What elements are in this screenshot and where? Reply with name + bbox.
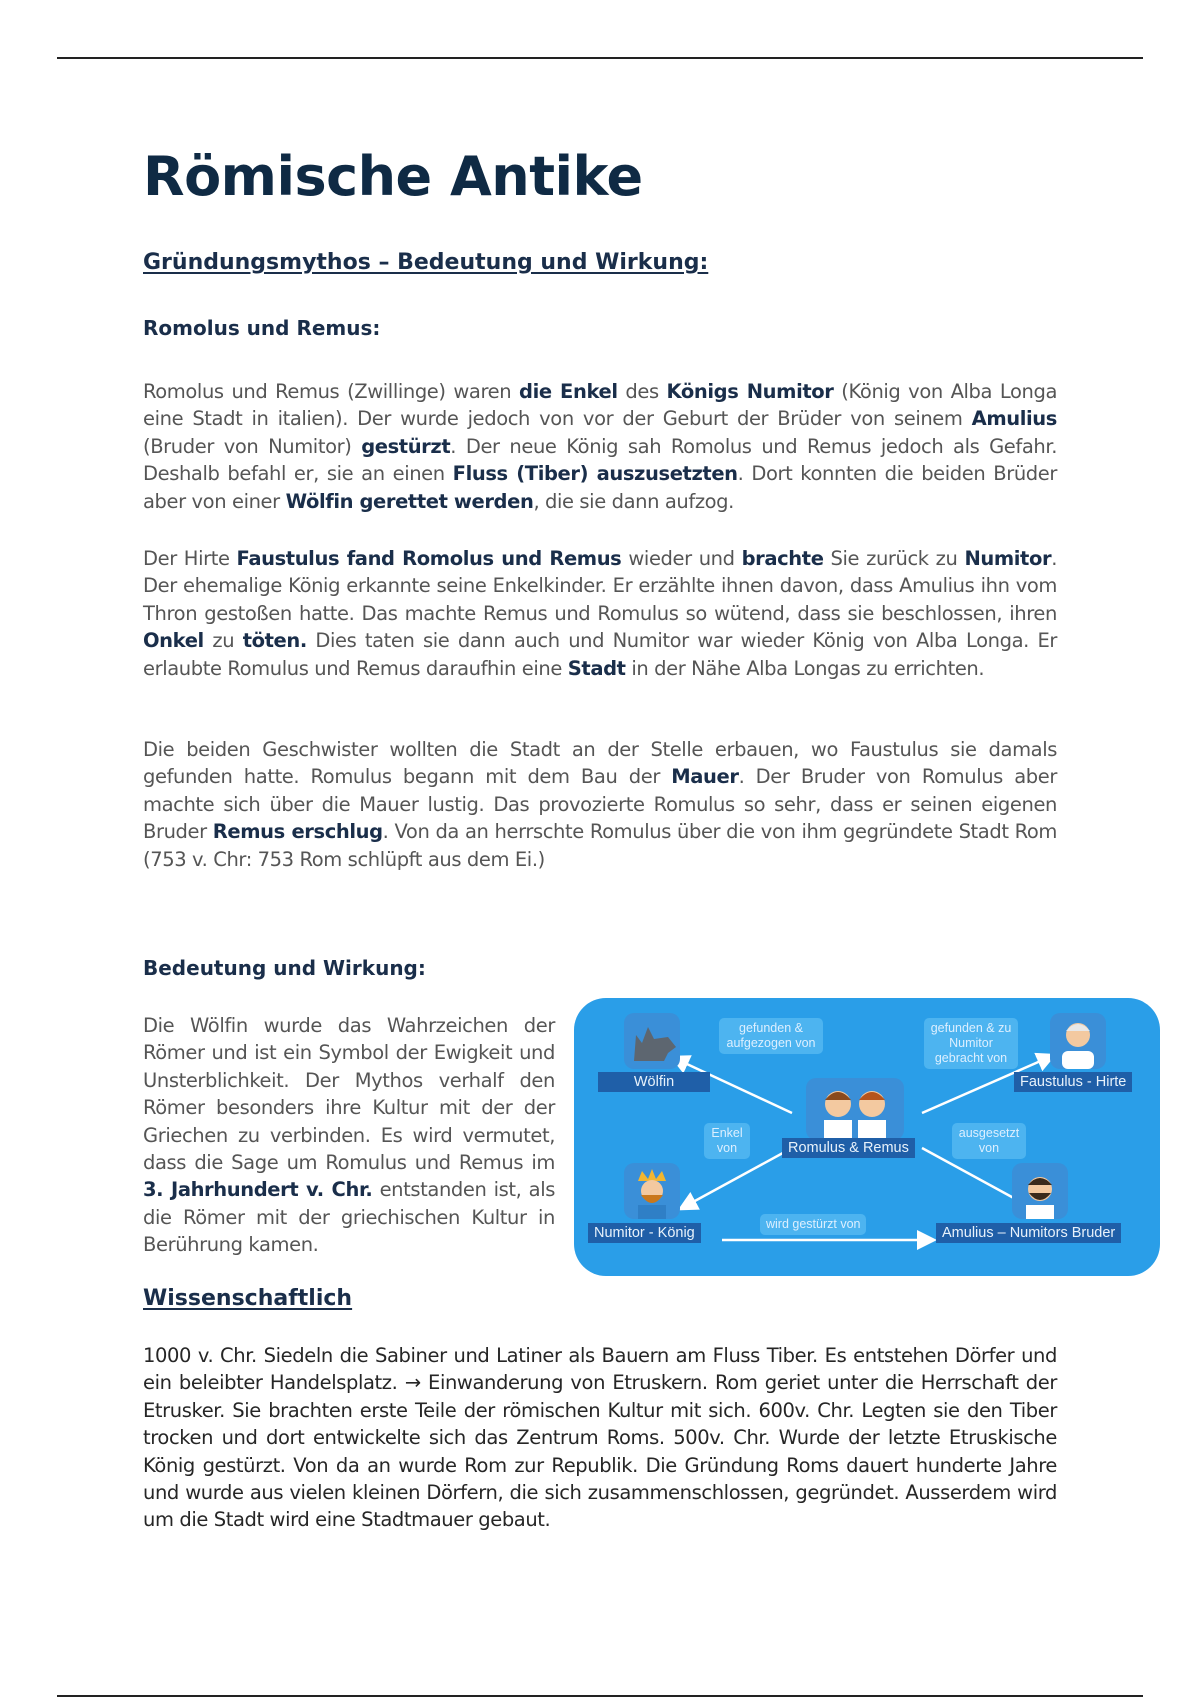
bold-text-run: 3. Jahrhundert v. Chr. bbox=[143, 1178, 373, 1202]
bold-text-run: Mauer bbox=[671, 765, 739, 789]
edge-gefunden-aufgezogen: gefunden & aufgezogen von bbox=[719, 1018, 823, 1054]
text-run: in der Nähe Alba Longas zu errichten. bbox=[625, 656, 985, 680]
king-crown-icon bbox=[624, 1163, 680, 1219]
paragraph-faustulus bbox=[143, 545, 1057, 682]
text-run: entstanden ist, als die Römer mit der griechischen Kultur in Berührung kamen. bbox=[143, 1178, 555, 1257]
text-run: des bbox=[617, 380, 667, 403]
edge-enkel-von: Enkel von bbox=[704, 1123, 750, 1159]
bearded-man-icon bbox=[1012, 1163, 1068, 1219]
family-relationship-diagram bbox=[574, 998, 1160, 1276]
paragraph-wissenschaftlich bbox=[143, 1342, 1057, 1534]
text-run: (König von Alba Longa eine Stadt in italien). Der wurde jedoch von vor der Geburt der Brüder von seinem bbox=[143, 380, 1057, 431]
top-rule bbox=[57, 57, 1143, 59]
text-run: . Der Bruder von Romulus aber machte sich über die Mauer lustig. Das provozierte Romulus so sehr, dass er seinen eigenen Bruder bbox=[143, 765, 1057, 844]
text-run: Die beiden Geschwister wollten die Stadt an der Stelle erbauen, wo Faustulus sie damals gefunden hatte. Romulus begann mit dem Bau der bbox=[143, 738, 1057, 789]
text-run: zu bbox=[203, 629, 243, 653]
bold-text-run: Numitor bbox=[964, 547, 1052, 570]
bold-text-run: die Enkel bbox=[519, 380, 618, 403]
bold-text-run: gestürzt bbox=[361, 434, 451, 458]
text-run: Die Wölfin wurde das Wahrzeichen der Römer und ist ein Symbol der Ewigkeit und Unsterblichkeit. Der Mythos verhalf den Römer besonders ihre Kultur mit der der Griechen zu verbinden. Es wird vermutet, dass die Sage um Romulus und Remus im bbox=[143, 1014, 555, 1175]
node-amulius: Amulius – Numitors Bruder bbox=[936, 1223, 1121, 1243]
bottom-rule bbox=[57, 1695, 1143, 1697]
edge-zu-numitor-gebracht: gefunden & zu Numitor gebracht von bbox=[924, 1018, 1018, 1069]
text-run: , die sie dann aufzog. bbox=[533, 489, 734, 513]
text-run: Sie zurück zu bbox=[823, 547, 965, 570]
bold-text-run: töten. bbox=[242, 629, 307, 653]
bold-text-run: Faustulus fand Romolus und Remus bbox=[236, 547, 622, 570]
text-run: 1000 v. Chr. Siedeln die Sabiner und Latiner als Bauern am Fluss Tiber. Es entstehen Dörfer und ein beleibter Handelsplatz. → Einwanderung von Etruskern. Rom geriet unter die Herrschaft der Etrusker. Sie brachten erste Teile der römischen Kultur mit sich. 600v. Chr. Legten sie den Tiber trocken und dort entwickelte sich das Zentrum Roms. 500v. Chr. Wurde der letzte Etruskische König gestürzt. Von da an wurde Rom zur Republik. Die Gründung Roms dauert hunderte Jahre und wurde aus vielen kleinen Dörfern, die sich zusammenschlossen, gegründet. Ausserdem wird um die Stadt wird eine Stadtmauer gebaut. bbox=[143, 1344, 1057, 1532]
page-title: Römische Antike bbox=[143, 145, 643, 208]
section-heading-gruendungsmythos: Gründungsmythos – Bedeutung und Wirkung: bbox=[143, 250, 709, 275]
node-woelfin: Wölfin bbox=[598, 1072, 710, 1092]
edge-ausgesetzt-von: ausgesetzt von bbox=[952, 1123, 1026, 1159]
shepherd-icon bbox=[1050, 1013, 1106, 1069]
bold-text-run: Remus erschlug bbox=[212, 820, 383, 844]
bold-text-run: brachte bbox=[741, 547, 824, 570]
text-run: Romolus und Remus (Zwillinge) waren bbox=[143, 380, 520, 403]
twins-icon bbox=[806, 1078, 904, 1140]
text-run: . Der ehemalige König erkannte seine Enkelkinder. Er erzählte ihnen davon, dass Amulius ihn vom Thron gestoßen hatte. Das machte Remus und Romulus so wütend, dass sie beschlossen, ihren bbox=[143, 547, 1058, 625]
text-run: (Bruder von Numitor) bbox=[143, 434, 362, 458]
section-heading-wissenschaftlich: Wissenschaftlich bbox=[143, 1286, 353, 1311]
paragraph-enkel bbox=[143, 378, 1057, 515]
text-run: . Der neue König sah Romolus und Remus jedoch als Gefahr. Deshalb befahl er, sie an einen bbox=[143, 434, 1058, 486]
text-run: wieder und bbox=[621, 547, 742, 570]
text-run: . Dort konnten die beiden Brüder aber von einer bbox=[143, 462, 1057, 513]
edge-wird-gestuerzt-von: wird gestürzt von bbox=[760, 1214, 866, 1235]
bold-text-run: Amulius bbox=[971, 407, 1057, 431]
node-numitor: Numitor - König bbox=[588, 1223, 701, 1243]
node-faustulus: Faustulus - Hirte bbox=[1014, 1072, 1132, 1092]
subheading-bedeutung: Bedeutung und Wirkung: bbox=[143, 956, 426, 980]
paragraph-bedeutung bbox=[143, 1012, 555, 1259]
bold-text-run: Onkel bbox=[143, 629, 204, 653]
bold-text-run: Stadt bbox=[567, 656, 626, 680]
subheading-romolus-remus: Romolus und Remus: bbox=[143, 316, 381, 340]
bold-text-run: Fluss (Tiber) auszusetzten bbox=[452, 462, 738, 486]
bold-text-run: Königs Numitor bbox=[666, 380, 834, 403]
paragraph-mauer bbox=[143, 736, 1057, 873]
bold-text-run: Wölfin gerettet werden bbox=[285, 489, 534, 513]
node-romulus-remus: Romulus & Remus bbox=[782, 1138, 915, 1158]
text-run: . Von da an herrschte Romulus über die von ihm gegründete Stadt Rom (753 v. Chr: 753 Rom schlüpft aus dem Ei.) bbox=[143, 820, 1058, 871]
text-run: Dies taten sie dann auch und Numitor war wieder König von Alba Longa. Er erlaubte Romulus und Remus daraufhin eine bbox=[143, 629, 1057, 680]
wolf-icon bbox=[624, 1013, 680, 1069]
text-run: Der Hirte bbox=[143, 547, 237, 570]
